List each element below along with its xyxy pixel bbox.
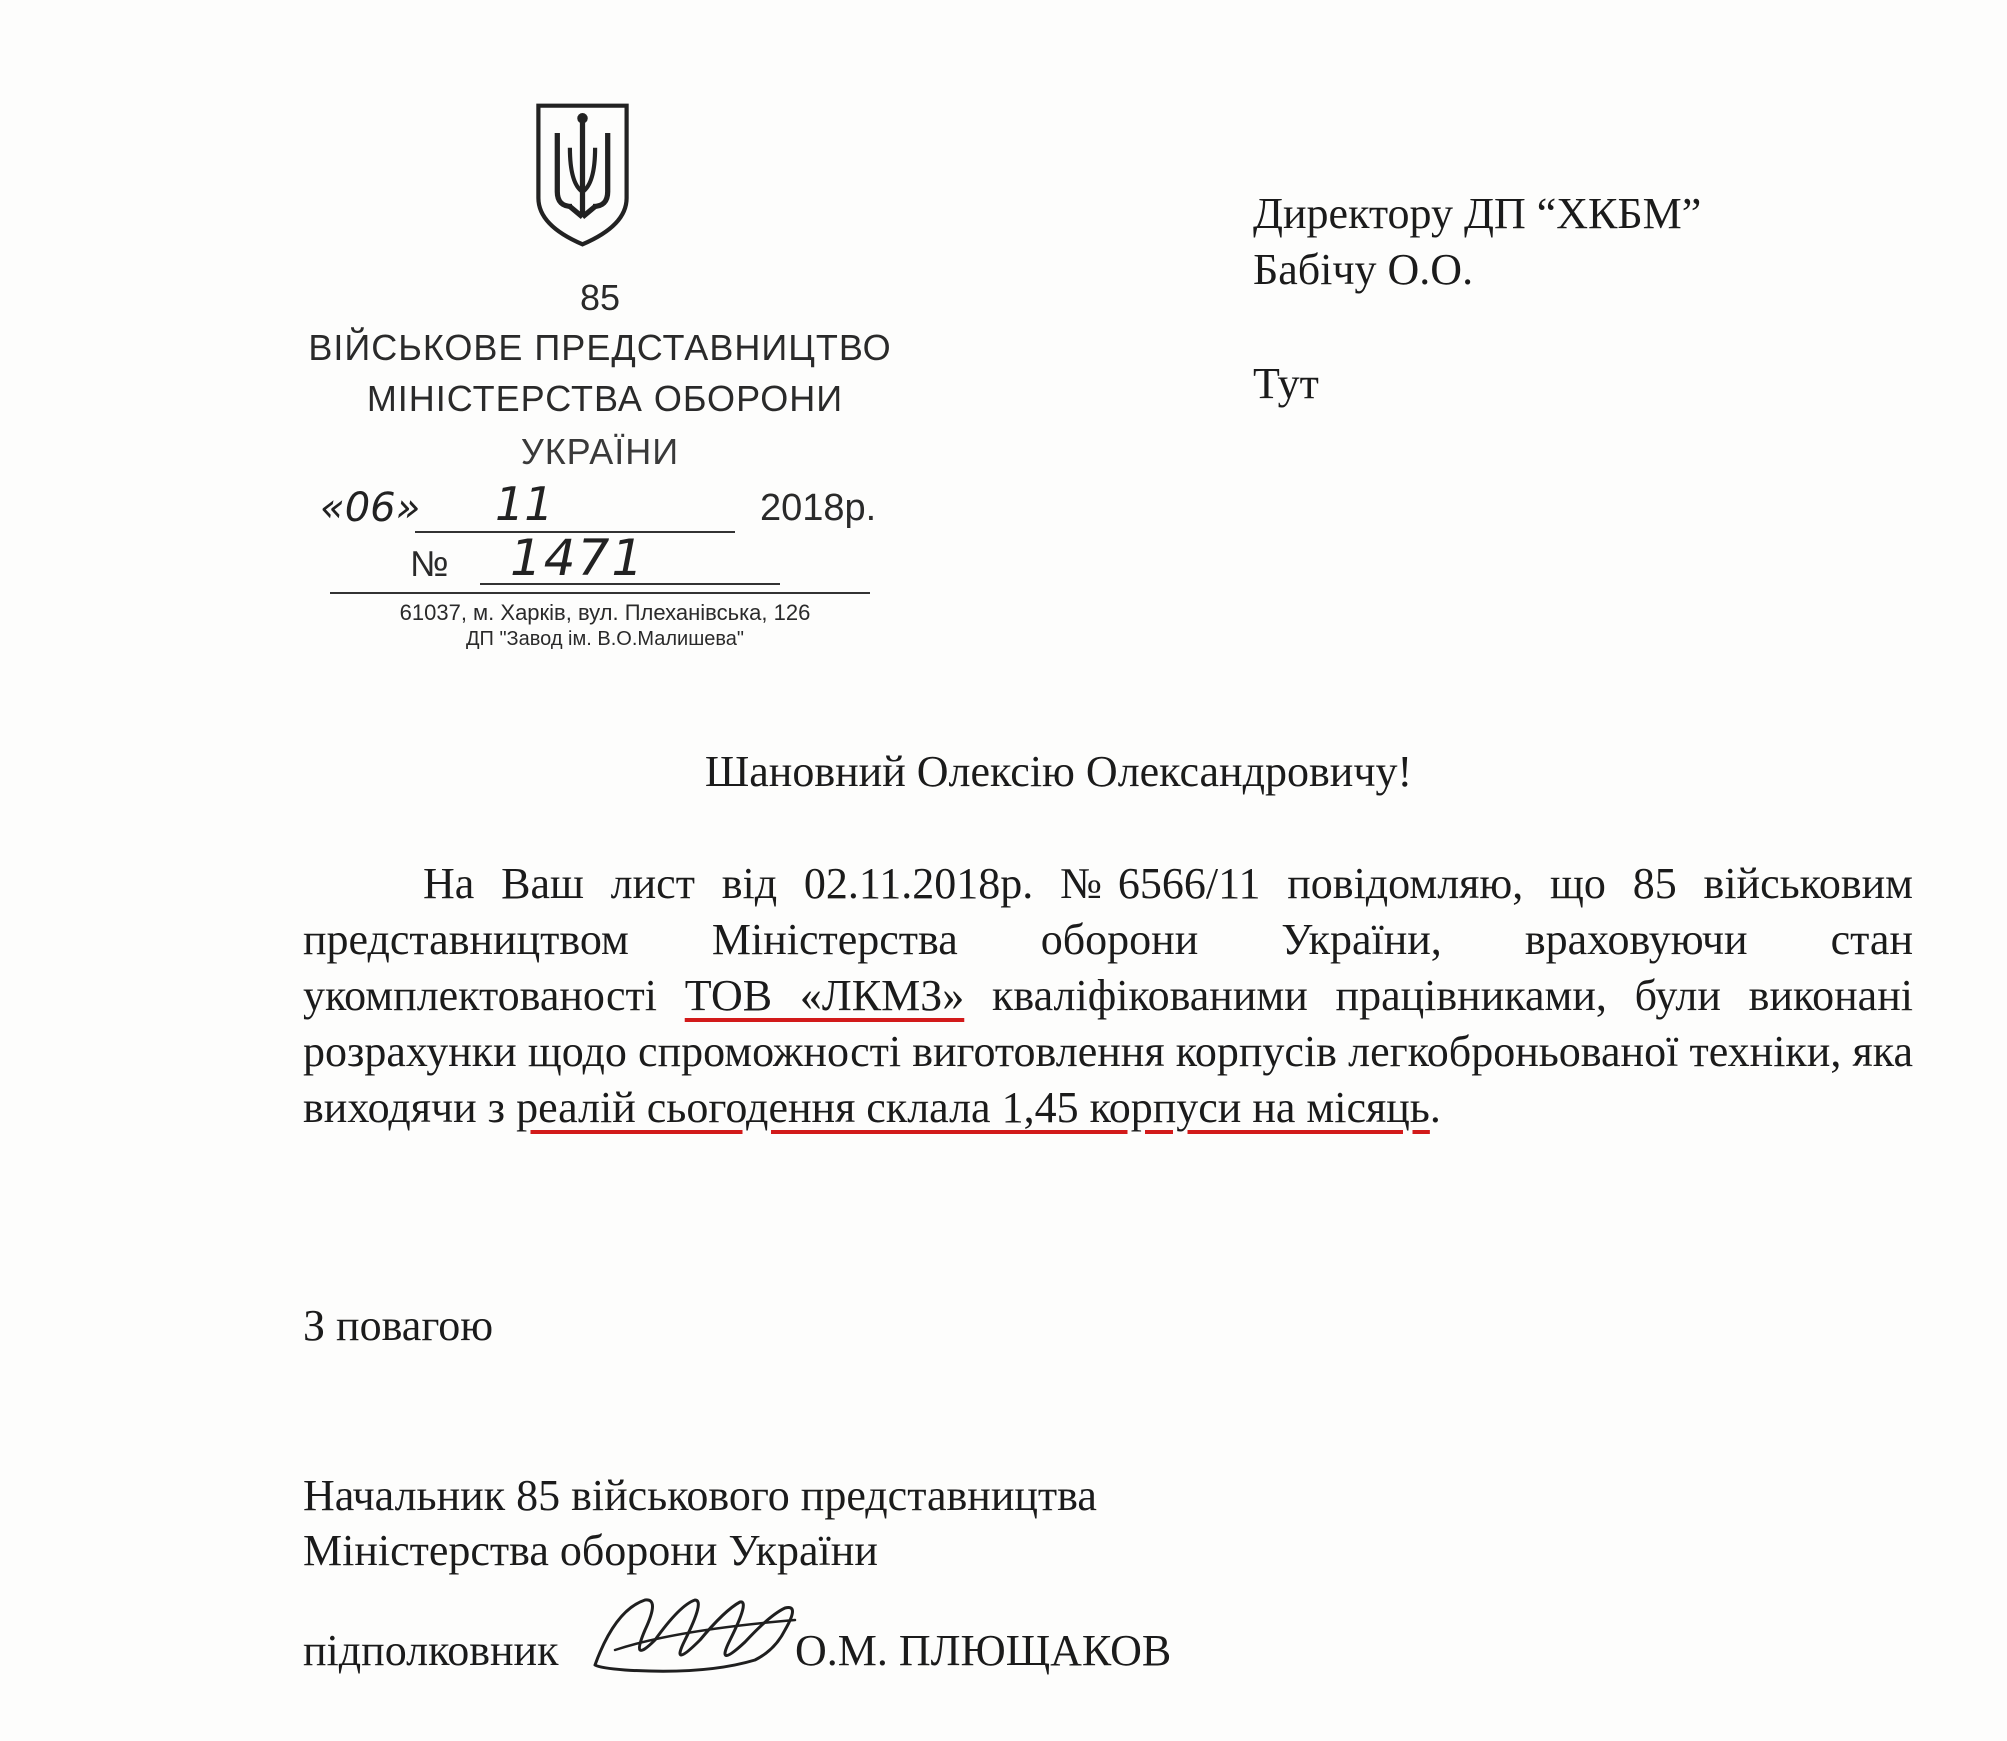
stamp-registration [410, 529, 910, 595]
stamp-date-day: «06» [320, 485, 421, 531]
stamp-line-1: ВІЙСЬКОВЕ ПРЕДСТАВНИЦТВО [308, 327, 892, 368]
body-text-part: кваліфікованими працівниками, були виконані розрахунки щодо спроможності виготовлення корпусів легкоброньованої техніки, яка виходячи з [303, 971, 1913, 1132]
stamp-date-year: 2018р. [760, 487, 877, 529]
addressee-name: Бабічу О.О. [1253, 245, 1474, 294]
stamp-line-3: УКРАЇНИ [520, 431, 680, 472]
stamp-registration-number: 1471 [510, 529, 646, 587]
closing: З повагою [303, 1301, 494, 1350]
stamp-address: 61037, м. Харків, вул. Плеханівська, 126 [399, 600, 811, 625]
highlight-capacity: реалій сьогодення склала 1,45 корпуси на місяць [516, 1083, 1430, 1132]
salutation: Шановний Олексію Олександровичу! [704, 747, 1413, 796]
handwritten-signature [585, 1570, 815, 1680]
addressee-block [1253, 186, 1701, 298]
stamp-line-2: МІНІСТЕРСТВА ОБОРОНИ [366, 378, 844, 419]
signatory-name: О.М. ПЛЮЩАКОВ [795, 1626, 1172, 1675]
signatory-rank: підполковник [303, 1626, 559, 1675]
signatory-title-line-2: Міністерства оборони України [303, 1526, 878, 1575]
highlight-company: ТОВ «ЛКМЗ» [684, 971, 965, 1020]
body-text-end: . [1429, 1083, 1441, 1132]
body-text-part: На Ваш лист від 02.11.2018р. №6566/11 повідомляю, що 85 військовим представництвом Міністерства оборони України, враховуючи стан укомплектованості [303, 859, 1913, 1020]
stamp-number-label: № [410, 543, 449, 584]
letter-body [303, 856, 1913, 1136]
addressee-place: Тут [1253, 359, 1319, 408]
addressee-position: Директору ДП “ХКБМ” [1253, 189, 1702, 238]
signatory-title-line-1: Начальник 85 військового представництва [303, 1471, 1097, 1520]
stamp-date-month: 11 [495, 477, 554, 531]
stamp-enterprise: ДП "Завод ім. В.О.Малишева" [465, 628, 745, 650]
registration-stamp [280, 95, 920, 655]
stamp-unit-number: 85 [579, 277, 621, 318]
coat-of-arms-icon [530, 100, 635, 250]
stamp-divider [330, 592, 870, 594]
